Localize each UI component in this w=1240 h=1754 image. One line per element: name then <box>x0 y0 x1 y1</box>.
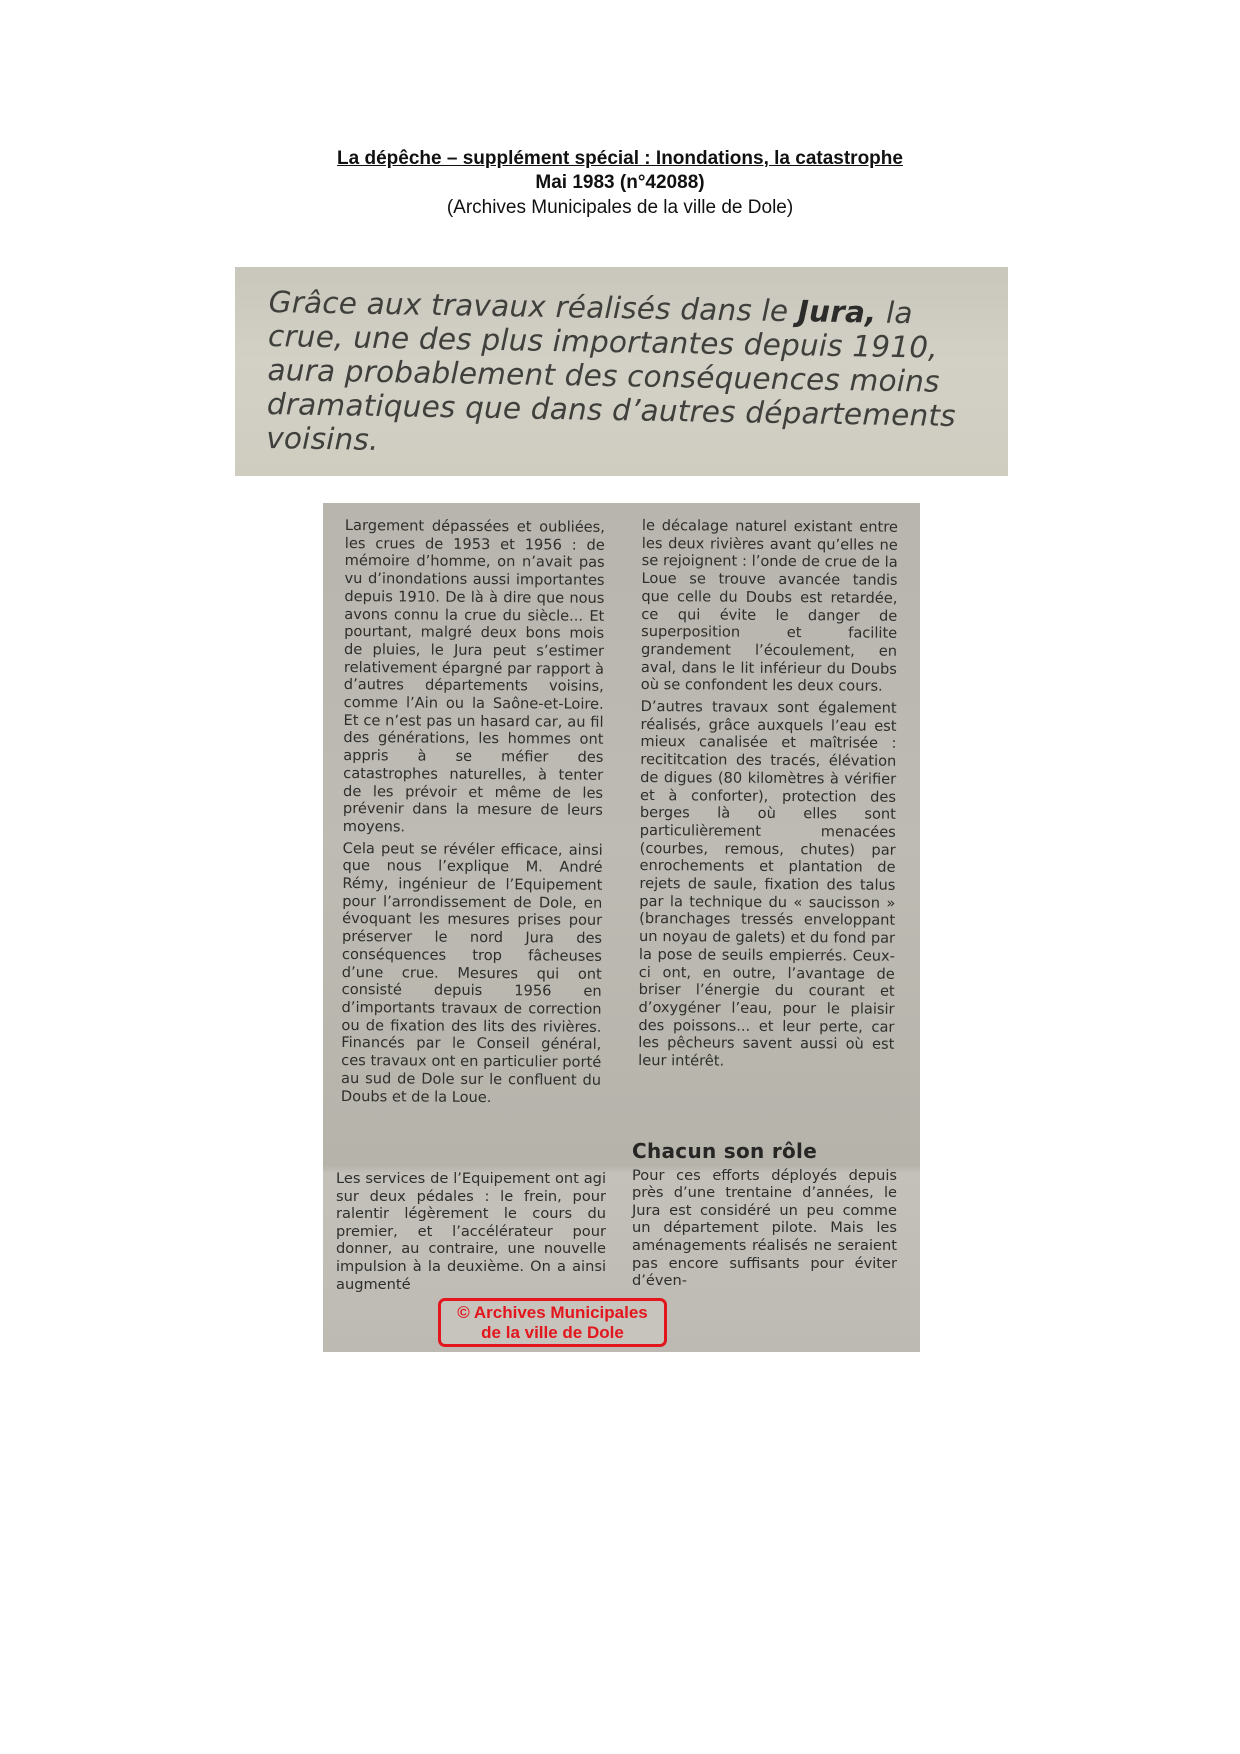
article-column-2-bottom <box>632 1139 897 1290</box>
stamp-line-1: © Archives Municipales <box>457 1303 648 1322</box>
lede-clipping <box>235 267 1008 476</box>
source-line: (Archives Municipales de la ville de Dole) <box>446 197 794 218</box>
lede-text-end: la crue, une des plus importantes depuis 1910, aura probablement des conséquences moins dramatiques que dans d’autres départements voisins. <box>266 295 957 457</box>
document-header <box>0 146 1240 220</box>
article-column-2 <box>638 517 898 1076</box>
paragraph: Largement dépassées et oubliées, les crues de 1953 et 1956 : de mémoire d’homme, on n’avait pas vu d’inondations aussi importantes depuis 1910. De là à dire que nous avons connu la crue du siècle... Et pourtant, malgré deux bons mois de pluies, le Jura peut s’estimer relativement épargné par rapport à d’autres départements voisins, comme l’Ain ou la Saône-et-Loire. Et ce n’est pas un hasard car, au fil des générations, les hommes ont appris à se méfier des catastrophes naturelles, à tenter de les prévoir et même de les prévenir dans la mesure de leurs moyens. <box>342 517 605 836</box>
stamp-line-2: de la ville de Dole <box>481 1323 624 1342</box>
lede-bold-word: Jura, <box>797 294 877 330</box>
article-clipping <box>323 503 920 1352</box>
article-column-1-bottom <box>336 1170 606 1293</box>
paragraph: D’autres travaux sont également réalisés, grâce auxquels l’eau est mieux canalisée et maîtrisée : recititcation des tracés, élévation de digues (80 kilomètres à vérifier et à conforter), protection des berges là où elles sont particulièrement menacées (courbes, remous, chutes) par enrochements et plantation de rejets de saule, fixation des talus par la technique du « saucisson » (branchages tressés enveloppant un noyau de galets) et du fond par la pose de seuils empierrés. Ceux-ci ont, en outre, l’avantage de briser l’énergie du courant et d’oxygéner l’eau, pour le plaisir des poissons... et leur perte, car les pêcheurs savent aussi où est leur intérêt. <box>638 698 897 1070</box>
paragraph: Cela peut se révéler efficace, ainsi que nous l’explique M. André Rémy, ingénieur de l’Equipement pour l’arrondissement de Dole, en évoquant les mesures prises pour préserver le nord Jura des conséquences trop fâcheuses d’une crue. Mesures qui ont consisté depuis 1956 en d’importants travaux de correction ou de fixation des lits des rivières. Financés par le Conseil général, ces travaux ont en particulier porté au sud de Dole sur le confluent du Doubs et de la Loue. <box>340 839 603 1106</box>
section-heading: Chacun son rôle <box>632 1139 818 1163</box>
copyright-stamp <box>438 1298 667 1347</box>
paragraph: le décalage naturel existant entre les deux rivières avant qu’elles ne se rejoignent : l’onde de crue de la Loue se trouve avancée tandis que celle du Doubs est retardée, ce qui évite le danger de superposition et facilite grandement l’écoulement, en aval, dans le lit inférieur du Doubs où se confondent les deux cours. <box>640 517 898 696</box>
issue-line: Mai 1983 (n°42088) <box>535 172 705 193</box>
article-column-1 <box>341 517 605 1111</box>
paragraph: Les services de l’Equipement ont agi sur deux pédales : le frein, pour ralentir légèrement le cours du premier, et l’accélérateur pour donner, au contraire, une nouvelle impulsion à la deuxième. On a ainsi augmenté <box>336 1170 606 1293</box>
document-title: La dépêche – supplément spécial : Inondations, la catastrophe <box>337 148 903 169</box>
lede-text <box>266 285 978 467</box>
lede-text-start: Grâce aux travaux réalisés dans le <box>268 285 799 329</box>
paragraph: Pour ces efforts déployés depuis près d’une trentaine d’années, le Jura est considéré un peu comme un département pilote. Mais les aménagements réalisés ne seraient pas encore suffisants pour éviter d’éven- <box>632 1166 897 1290</box>
